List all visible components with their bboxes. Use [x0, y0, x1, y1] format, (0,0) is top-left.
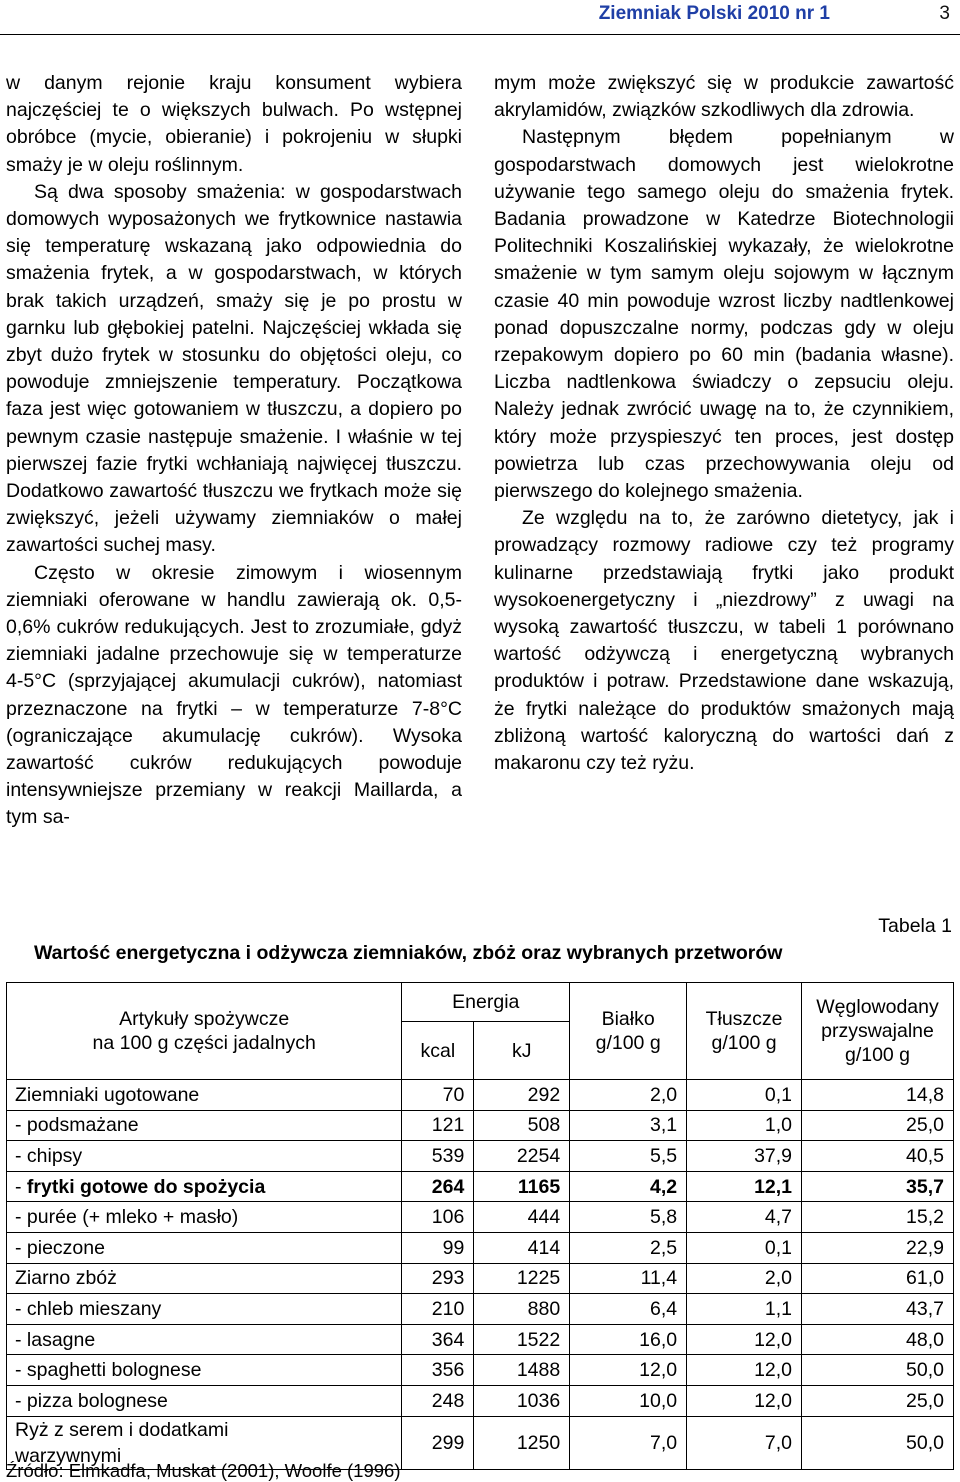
- cell-carbs: 25,0: [802, 1110, 954, 1141]
- cell-kj: 1250: [474, 1416, 570, 1469]
- cell-kj: 1036: [474, 1385, 570, 1416]
- cell-protein: 2,5: [570, 1232, 687, 1263]
- cell-name: - pieczone: [7, 1232, 402, 1263]
- header-kcal: kcal: [402, 1022, 474, 1080]
- cell-kcal: 248: [402, 1385, 474, 1416]
- page-header: [0, 0, 960, 36]
- cell-fat: 2,0: [687, 1263, 802, 1294]
- header-rule: [0, 34, 960, 35]
- cell-carbs: 35,7: [802, 1171, 954, 1202]
- cell-fat: 1,0: [687, 1110, 802, 1141]
- right-column: [494, 70, 954, 777]
- cell-kj: 2254: [474, 1141, 570, 1172]
- cell-fat: 12,0: [687, 1355, 802, 1386]
- paragraph: w danym rejonie kraju konsument wybiera najczęściej te o większych bulwach. Po wstępnej obróbce (mycie, obieranie) i pokrojeniu w słupki smaży je w oleju roślinnym.: [6, 72, 462, 176]
- cell-name: - chleb mieszany: [7, 1294, 402, 1325]
- cell-name: - chipsy: [7, 1141, 402, 1172]
- cell-protein: 2,0: [570, 1080, 687, 1111]
- cell-fat: 12,1: [687, 1171, 802, 1202]
- header-kj: kJ: [474, 1022, 570, 1080]
- paragraph: Często w okresie zimowym i wiosennym ziemniaki oferowane w handlu zawierają ok. 0,5-0,6% cukrów redukujących. Jest to zrozumiałe, gdyż ziemniaki jadalne przechowuje się w temperaturze 4-5°C (sprzyjającej akumulacji cukrów), natomiast przeznaczone na frytki – w temperaturze 7-8°C (ograniczające akumulację cukrów). Wysoka zawartość cukrów redukujących powoduje intensywniejsze przemiany w reakcji Maillarda, a tym sa-: [6, 561, 462, 829]
- cell-kj: 508: [474, 1110, 570, 1141]
- cell-protein: 3,1: [570, 1110, 687, 1141]
- cell-kj: 444: [474, 1202, 570, 1233]
- cell-protein: 10,0: [570, 1385, 687, 1416]
- table-row: [7, 1141, 954, 1172]
- cell-name-line2: warzywnymi: [15, 1444, 122, 1467]
- cell-name-line1: Ryż z serem i dodatkami: [15, 1418, 229, 1441]
- cell-fat: 4,7: [687, 1202, 802, 1233]
- cell-protein: 11,4: [570, 1263, 687, 1294]
- cell-name: - lasagne: [7, 1324, 402, 1355]
- cell-protein: 5,8: [570, 1202, 687, 1233]
- cell-kj: 1522: [474, 1324, 570, 1355]
- table-row: [7, 1294, 954, 1325]
- cell-kcal: 356: [402, 1355, 474, 1386]
- cell-protein: 7,0: [570, 1416, 687, 1469]
- table-row-highlighted: [7, 1171, 954, 1202]
- cell-name: - pizza bolognese: [7, 1385, 402, 1416]
- table-title: Wartość energetyczna i odżywcza ziemniaków, zbóż oraz wybranych przetworów: [34, 942, 783, 964]
- cell-fat: 12,0: [687, 1385, 802, 1416]
- header-product-line2: na 100 g części jadalnych: [92, 1032, 316, 1054]
- cell-fat: 0,1: [687, 1232, 802, 1263]
- cell-kcal: 299: [402, 1416, 474, 1469]
- cell-protein: 5,5: [570, 1141, 687, 1172]
- page-number: 3: [939, 3, 950, 24]
- cell-kcal: 293: [402, 1263, 474, 1294]
- header-product: [7, 983, 402, 1080]
- cell-name: Ziemniaki ugotowane: [7, 1080, 402, 1111]
- cell-carbs: 61,0: [802, 1263, 954, 1294]
- table-row: [7, 1202, 954, 1233]
- table-row: [7, 1324, 954, 1355]
- cell-carbs: 50,0: [802, 1416, 954, 1469]
- cell-name: [7, 1171, 402, 1202]
- cell-name-bold: frytki gotowe do spożycia: [26, 1175, 266, 1198]
- cell-protein: 4,2: [570, 1171, 687, 1202]
- cell-kcal: 539: [402, 1141, 474, 1172]
- cell-kj: 880: [474, 1294, 570, 1325]
- cell-kcal: 99: [402, 1232, 474, 1263]
- cell-protein: 6,4: [570, 1294, 687, 1325]
- table-row: [7, 1263, 954, 1294]
- header-carbs: Węglowodany przyswajalne g/100 g: [802, 983, 954, 1080]
- cell-fat: 0,1: [687, 1080, 802, 1111]
- table-row: [7, 1110, 954, 1141]
- left-column: [6, 70, 462, 832]
- paragraph: Następnym błędem popełnianym w gospodarstwach domowych jest wielokrotne używanie tego samego oleju do smażenia frytek. Badania prowadzone w Katedrze Biotechnologii Politechniki Koszalińskiej wykazały, że wielokrotne smażenie w tym samym oleju sojowym w łącznym czasie 40 min powoduje wzrost liczby nadtlenkowej ponad dopuszczalne normy, podczas gdy w oleju rzepakowym dopiero po 60 min (badania własne). Liczba nadtlenkowa świadczy o zepsuciu oleju. Należy jednak zwrócić uwagę na to, że czynnikiem, który może przyspieszyć ten proces, jest dostęp powietrza lub czas przechowywania oleju od pierwszego do kolejnego smażenia.: [494, 126, 954, 503]
- header-protein: Białko g/100 g: [570, 983, 687, 1080]
- cell-name: - spaghetti bolognese: [7, 1355, 402, 1386]
- cell-kj: 1165: [474, 1171, 570, 1202]
- table-row: [7, 1385, 954, 1416]
- cell-carbs: 40,5: [802, 1141, 954, 1172]
- cell-kj: 1488: [474, 1355, 570, 1386]
- cell-kcal: 70: [402, 1080, 474, 1111]
- header-energy: Energia: [402, 983, 570, 1022]
- cell-name: - podsmażane: [7, 1110, 402, 1141]
- table-source: Źródło: Elmkadfa, Muskat (2001), Woolfe (1996): [6, 1460, 401, 1481]
- cell-carbs: 48,0: [802, 1324, 954, 1355]
- cell-carbs: 22,9: [802, 1232, 954, 1263]
- cell-name-prefix: -: [15, 1175, 27, 1198]
- cell-carbs: 50,0: [802, 1355, 954, 1386]
- cell-carbs: 43,7: [802, 1294, 954, 1325]
- header-fat: Tłuszcze g/100 g: [687, 983, 802, 1080]
- cell-kcal: 264: [402, 1171, 474, 1202]
- paragraph: Są dwa sposoby smażenia: w gospodarstwach domowych wyposażonych we frytkownice nastawia się temperaturę wskazaną jako odpowiednia do smażenia frytek, a w gospodarstwach, w których brak takich urządzeń, smaży się je po prostu w garnku lub głębokiej patelni. Najczęściej wkłada się zbyt dużo frytek w stosunku do objętości oleju, co powoduje zmniejszenie temperatury. Początkowa faza jest więc gotowaniem w tłuszczu, a dopiero po pewnym czasie następuje smażenie. I właśnie w tej pierwszej fazie frytki wchłaniają najwięcej tłuszczu. Dodatkowo zawartość tłuszczu we frytkach może się zwiększyć, jeżeli używamy ziemniaków o małej zawartości suchej masy.: [6, 180, 462, 557]
- cell-name: Ziarno zbóż: [7, 1263, 402, 1294]
- cell-name: - purée (+ mleko + masło): [7, 1202, 402, 1233]
- cell-protein: 12,0: [570, 1355, 687, 1386]
- cell-carbs: 25,0: [802, 1385, 954, 1416]
- cell-kcal: 121: [402, 1110, 474, 1141]
- journal-title: Ziemniak Polski 2010 nr 1: [598, 3, 830, 24]
- cell-kcal: 210: [402, 1294, 474, 1325]
- cell-fat: 1,1: [687, 1294, 802, 1325]
- cell-kcal: 364: [402, 1324, 474, 1355]
- header-product-line1: Artykuły spożywcze: [119, 1008, 290, 1030]
- cell-carbs: 15,2: [802, 1202, 954, 1233]
- cell-kj: 292: [474, 1080, 570, 1111]
- cell-protein: 16,0: [570, 1324, 687, 1355]
- cell-kj: 414: [474, 1232, 570, 1263]
- nutrition-table: [6, 982, 954, 1470]
- cell-fat: 37,9: [687, 1141, 802, 1172]
- table-row: [7, 1232, 954, 1263]
- cell-kcal: 106: [402, 1202, 474, 1233]
- cell-kj: 1225: [474, 1263, 570, 1294]
- cell-carbs: 14,8: [802, 1080, 954, 1111]
- table-label: Tabela 1: [878, 915, 952, 937]
- cell-fat: 7,0: [687, 1416, 802, 1469]
- cell-fat: 12,0: [687, 1324, 802, 1355]
- paragraph: mym może zwiększyć się w produkcie zawartość akrylamidów, związków szkodliwych dla zdrowia.: [494, 72, 954, 122]
- paragraph: Ze względu na to, że zarówno dietetycy, jak i prowadzący rozmowy radiowe czy też programy kulinarne przedstawiają frytki jako produkt wysokoenergetyczny i „niezdrowy” z uwagi na wysoką zawartość tłuszczu, w tabeli 1 porównano wartość odżywczą i energetyczną wybranych produktów i potraw. Przedstawione dane wskazują, że frytki należące do produktów smażonych mają zbliżoną wartość kaloryczną do wartości dań z makaronu czy też ryżu.: [494, 507, 954, 775]
- table-row: [7, 1080, 954, 1111]
- table-row: [7, 1355, 954, 1386]
